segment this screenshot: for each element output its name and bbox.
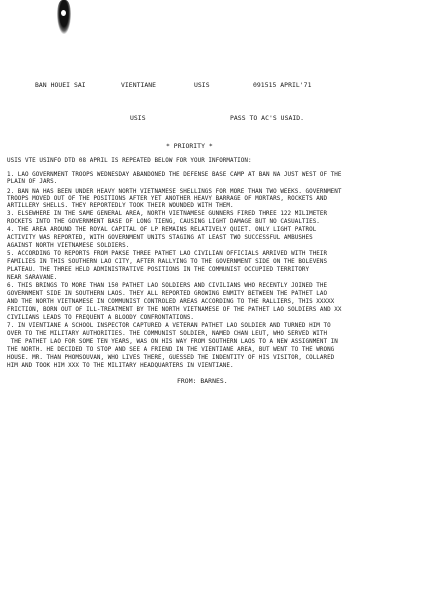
body-line: ARTILLERY SHELLS. THEY REPORTEDLY TOOK THEIR WOUNDED WITH THEM.	[7, 203, 234, 209]
body-line: ROCKETS INTO THE GOVERNMENT BASE OF LONG TIENG, CAUSING LIGHT DAMAGE BUT NO CASUALTIES.	[7, 219, 320, 225]
body-line: 6. THIS BRINGS TO MORE THAN 150 PATHET LAO SOLDIERS AND CIVILIANS WHO RECENTLY JOINED THE	[7, 283, 328, 289]
body-line: AND THE NORTH VIETNAMESE IN COMMUNIST CONTROLED AREAS ACCORDING TO THE RALLIERS, THIS XXXXX	[7, 299, 335, 305]
header-from: BAN HOUEI SAI	[35, 81, 86, 89]
body-line: THE PATHET LAO FOR SOME TEN YEARS, WAS ON HIS WAY FROM SOUTHERN LAOS TO A NEW ASSIGNMENT IN	[7, 339, 338, 345]
body-line: OVER TO THE MILITARY AUTHORITIES. THE COMMUNIST SOLDIER, NAMED CHAN LEUT, WHO SERVED WITH	[7, 331, 328, 337]
header-dtg: 091515 APRIL'71	[253, 81, 312, 89]
routing-instruction: PASS TO AC'S USAID.	[230, 114, 305, 122]
body-line: 4. THE AREA AROUND THE ROYAL CAPITAL OF LP REMAINS RELATIVELY QUIET. ONLY LIGHT PATROL	[7, 227, 317, 233]
body-line: 1. LAO GOVERNMENT TROOPS WEDNESDAY ABANDONED THE DEFENSE BASE CAMP AT BAN NA JUST WEST OF THE	[7, 172, 342, 178]
body-line: 3. ELSEWHERE IN THE SAME GENERAL AREA, NORTH VIETNAMESE GUNNERS FIRED THREE 122 MILIMETER	[7, 211, 328, 217]
ink-mark	[57, 0, 71, 34]
body-line: 5. ACCORDING TO REPORTS FROM PAKSE THREE PATHET LAO CIVILIAN OFFICIALS ARRIVED WITH THEIR	[7, 251, 328, 257]
body-line: 2. BAN NA HAS BEEN UNDER HEAVY NORTH VIETNAMESE SHELLINGS FOR MORE THAN TWO WEEKS. GOVERNMENT	[7, 189, 342, 195]
body-line: TROOPS MOVED OUT OF THE POSITIONS AFTER YET ANOTHER HEAVY BARRAGE OF MORTARS, ROCKETS AND	[7, 196, 328, 202]
body-line: FAMILIES IN THIS SOUTHERN LAO CITY, AFTER RALLYING TO THE GOVERNMENT SIDE ON THE BOLEVENS	[7, 259, 328, 265]
body-line: PLAIN OF JARS.	[7, 179, 58, 185]
body-line: NEAR SARAVANE.	[7, 275, 58, 281]
body-line: GOVERNMENT SIDE IN SOUTHERN LAOS. THEY ALL REPORTED GROWING ENMITY BETWEEN THE PATHET LAO	[7, 291, 328, 297]
body-line: HIM AND TOOK HIM XXX TO THE MILITARY HEADQUARTERS IN VIENTIANE.	[7, 363, 234, 369]
body-line: THE NORTH. HE DECIDED TO STOP AND SEE A FRIEND IN THE VIENTIANE AREA, BUT WENT TO THE WRONG	[7, 347, 335, 353]
signature: FROM: BARNES.	[177, 377, 228, 385]
body-line: 7. IN VIENTIANE A SCHOOL INSPECTOR CAPTURED A VETERAN PATHET LAO SOLDIER AND TURNED HIM TO	[7, 323, 331, 329]
body-line: ACTIVITY WAS REPORTED, WITH GOVERNMENT UNITS STAGING AT LEAST TWO SUCCESSFUL AMBUSHES	[7, 235, 313, 241]
priority-marker: * PRIORITY *	[166, 142, 213, 150]
body-line: CIVILIANS LEADS TO FREQUENT A BLOODY CONFRONTATIONS.	[7, 315, 195, 321]
body-line: FRICTION, BORN OUT OF ILL-TREATMENT BY THE NORTH VIETNAMESE OF THE PATHET LAO SOLDIERS AND XX	[7, 307, 342, 313]
intro-line: USIS VTE USINFO DTD 08 APRIL IS REPEATED BELOW FOR YOUR INFORMATION:	[7, 158, 252, 164]
header-to: VIENTIANE	[121, 81, 157, 89]
routing-agency: USIS	[130, 114, 146, 122]
header-agency: USIS	[194, 81, 210, 89]
body-line: PLATEAU. THE THREE HELD ADMINISTRATIVE POSITIONS IN THE COMMUNIST OCCUPIED TERRITORY	[7, 267, 310, 273]
body-line: AGAINST NORTH VIETNAMESE SOLDIERS.	[7, 243, 130, 249]
body-line: HOUSE. MR. THAN PHOMSOUVAN, WHO LIVES THERE, GUESSED THE INDENTITY OF HIS VISITOR, COLLARED	[7, 355, 335, 361]
